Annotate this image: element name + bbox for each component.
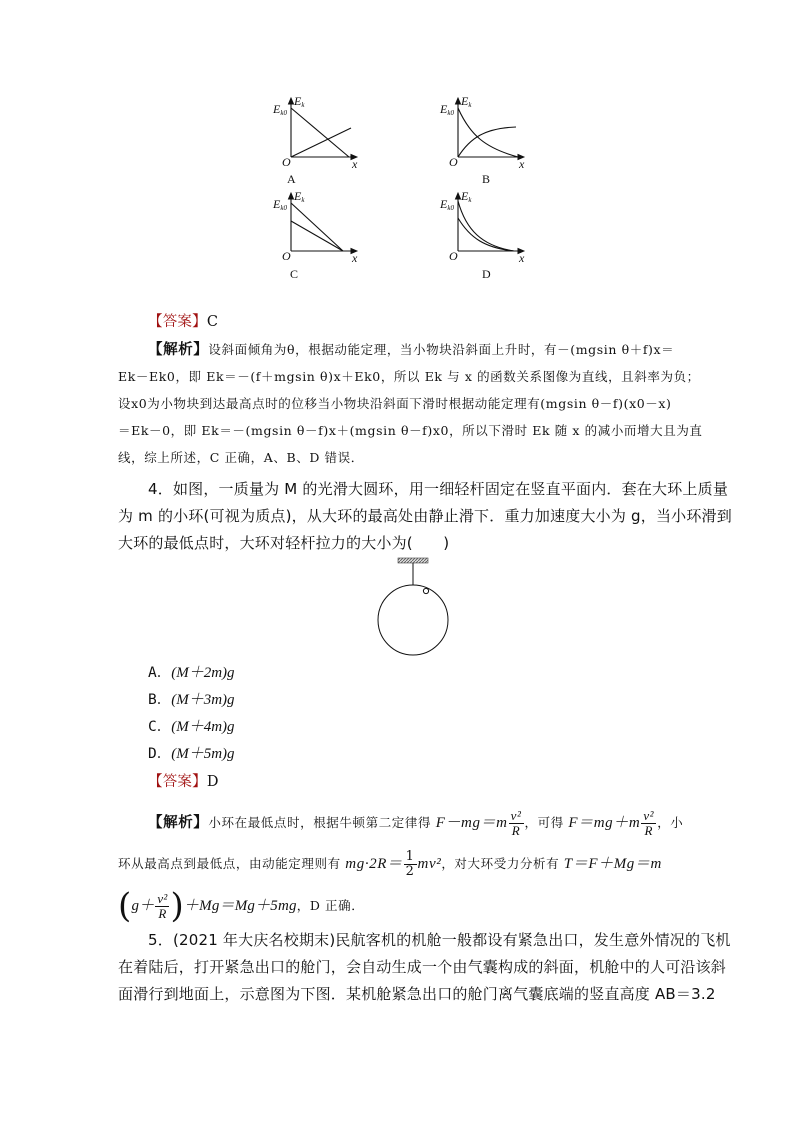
q4-analysis-line-1: 【解析】小环在最低点时，根据牛顿第二定律得 F－mg＝m $\frac{\text{v²}}{R}$ ，可得 F＝mg＋m $\frac{\text{v²}}{R}$ ，小: [148, 808, 684, 838]
svg-text:A: A: [287, 172, 296, 186]
q3-analysis-line-3: 设x0为小物块到达最高点时的位移当小物块沿斜面下滑时根据动能定理有(mgsin θ－f)(x0－x): [118, 396, 672, 411]
q4-answer-line: [148, 772, 708, 792]
fraction-v2-over-r: $\frac{\text{v²}}{R}$: [510, 808, 522, 838]
svg-text:Ek0: Ek0: [273, 102, 287, 117]
q4-analysis-line-3: (g＋ $\frac{\text{v²}}{R}$ )＋Mg＝Mg＋5mg，D 正确．: [118, 886, 365, 926]
svg-text:B: B: [482, 172, 491, 186]
answer-tag: 【答案】: [148, 774, 207, 790]
q5-stem-line-2: 在着陆后，打开紧急出口的舱门，会自动生成一个由气囊构成的斜面，机舱中的人可沿该斜: [118, 958, 727, 976]
q4-stem-line-3: 大环的最低点时，大环对轻杆拉力的大小为( ): [118, 534, 450, 552]
analysis-tag: 【解析】: [148, 815, 209, 831]
svg-text:Ek: Ek: [461, 94, 472, 109]
svg-text:O: O: [449, 249, 458, 263]
svg-text:D: D: [482, 267, 491, 281]
fraction-v2-over-r: $\frac{\text{v²}}{R}$: [157, 890, 168, 921]
q4-option-b: B．(M＋3m)g: [148, 692, 235, 708]
q4-answer: D: [206, 774, 219, 790]
svg-text:Ek: Ek: [294, 94, 305, 109]
q3-answer-line: [148, 312, 708, 332]
svg-text:Ek0: Ek0: [273, 197, 287, 212]
q4-stem-line-1: 4．如图，一质量为 M 的光滑大圆环，用一细轻杆固定在竖直平面内．套在大环上质量: [148, 480, 729, 498]
small-ring: [423, 588, 428, 593]
ceiling-support: [398, 558, 428, 563]
q4-analysis-line-2: 环从最高点到最低点，由动能定理则有 mg·2R＝ $\frac{1}{2}$ mv²，对大环受力分析有 T＝F＋Mg＝m: [118, 849, 662, 879]
svg-text:Ek0: Ek0: [440, 102, 454, 117]
svg-text:Ek0: Ek0: [440, 197, 454, 212]
q4-option-c: C．(M＋4m)g: [148, 719, 235, 735]
answer-tag: 【答案】: [148, 314, 207, 330]
q3-analysis-line-5: 线，综上所述，C 正确，A、B、D 错误．: [118, 450, 364, 465]
fraction-v2-over-r: $\frac{\text{v²}}{R}$: [643, 808, 655, 838]
fraction-one-half: $\frac{1}{2}$: [405, 849, 415, 879]
svg-text:O: O: [449, 155, 458, 169]
q3-analysis-line-2: Ek－Ek0，即 Ek＝－(f＋mgsin θ)x＋Ek0，所以 Ek 与 x 的函数关系图像为直线，且斜率为负；: [118, 369, 700, 384]
svg-text:x: x: [352, 157, 358, 171]
svg-text:x: x: [519, 157, 525, 171]
svg-text:Ek: Ek: [461, 189, 472, 204]
q4-stem-line-2: 为 m 的小环(可视为质点)，从大环的最高处由静止滑下．重力加速度大小为 g，当小环滑到: [118, 507, 732, 525]
q3-analysis-line-4: ＝Ek－0，即 Ek＝－(mgsin θ－f)x＋(mgsin θ－f)x0，所以下滑时 Ek 随 x 的减小而增大且为直: [118, 423, 703, 438]
svg-text:C: C: [290, 267, 299, 281]
svg-text:Ek: Ek: [294, 189, 305, 204]
analysis-tag: 【解析】: [148, 342, 209, 358]
q3-analysis-line-1: 【解析】设斜面倾角为θ，根据动能定理，当小物块沿斜面上升时，有－(mgsin θ＋f)x＝: [148, 342, 675, 358]
q4-option-d: D．(M＋5m)g: [148, 746, 235, 762]
svg-text:O: O: [282, 155, 291, 169]
svg-text:x: x: [352, 251, 358, 265]
svg-text:x: x: [519, 251, 525, 265]
q4-option-a: A．(M＋2m)g: [148, 665, 235, 681]
q5-stem-line-1: 5．(2021 年大庆名校期末)民航客机的机舱一般都设有紧急出口，发生意外情况的飞机: [148, 931, 731, 949]
ring-diagram: [370, 555, 455, 660]
ek-x-graphs-figure: [260, 90, 540, 290]
q5-stem-line-3: 面滑行到地面上，示意图为下图．某机舱紧急出口的舱门离气囊底端的竖直高度 AB＝3.2: [118, 985, 716, 1003]
q3-answer: C: [206, 314, 219, 330]
large-ring: [378, 585, 448, 655]
svg-text:O: O: [282, 249, 291, 263]
graphs-svg: [260, 90, 540, 290]
